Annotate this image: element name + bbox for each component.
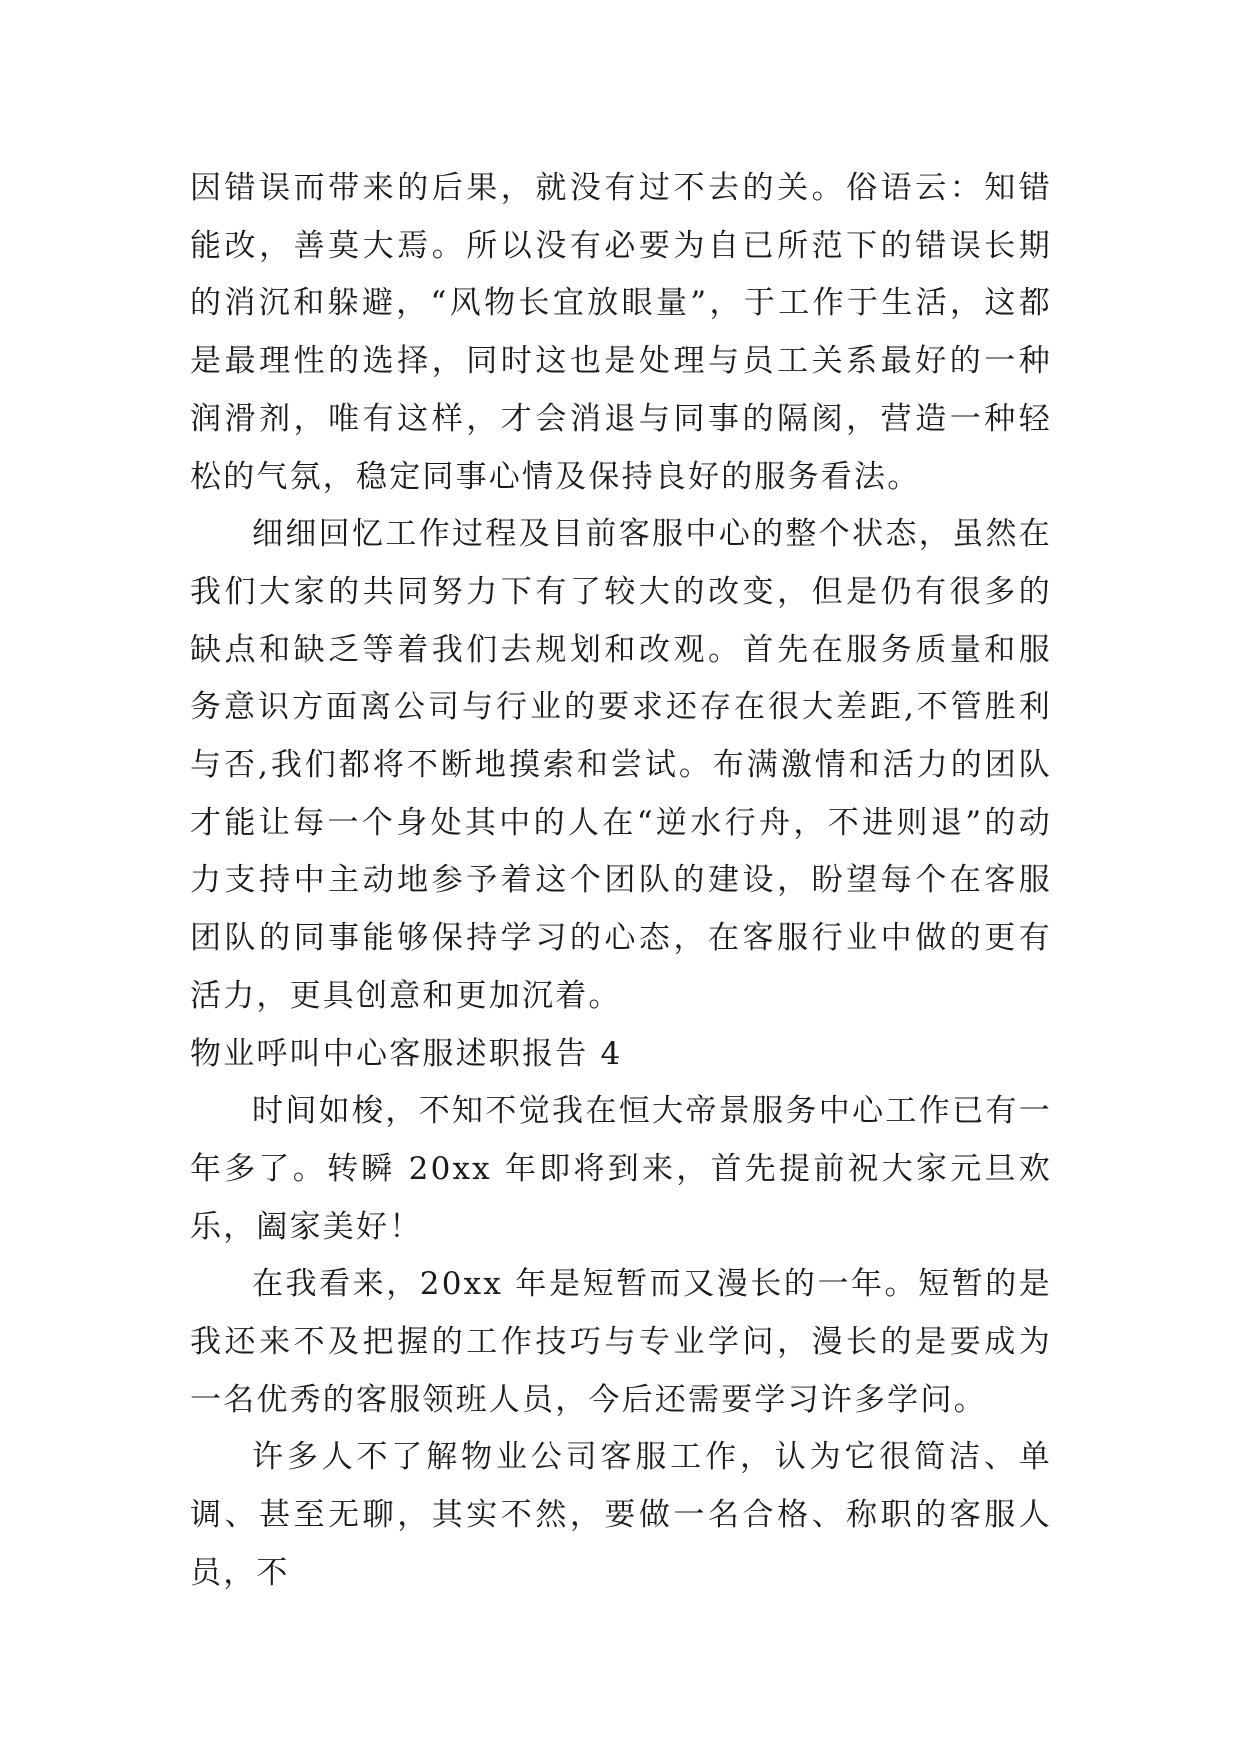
document-body [190, 160, 1052, 1603]
section-heading: 物业呼叫中心客服述职报告 4 [190, 1035, 623, 1072]
paragraph-continued: 因错误而带来的后果，就没有过不去的关。俗语云：知错能改，善莫大焉。所以没有必要为自已所范下的错误长期的消沉和躲避，“风物长宜放眼量”，于工作于生活，这都是最理性的选择，同时这也是处理与员工关系最好的一种润滑剂，唯有这样，才会消退与同事的隔阂，营造一种轻松的气氛，稳定同事心情及保持良好的服务看法。 [190, 170, 1052, 495]
paragraph-reflection: 细细回忆工作过程及目前客服中心的整个状态，虽然在我们大家的共同努力下有了较大的改变，但是仍有很多的缺点和缺乏等着我们去规划和改观。首先在服务质量和服务意识方面离公司与行业的要求还存在很大差距,不管胜利与否,我们都将不断地摸索和尝试。布满激情和活力的团队才能让每一个身处其中的人在“逆水行舟，不进则退”的动力支持中主动地参予着这个团队的建设，盼望每个在客服团队的同事能够保持学习的心态，在客服行业中做的更有活力，更具创意和更加沉着。 [190, 516, 1052, 1014]
paragraph-intro: 时间如梭，不知不觉我在恒大帝景服务中心工作已有一年多了。转瞬 20xx 年即将到来，首先提前祝大家元旦欢乐，阖家美好！ [190, 1093, 1052, 1245]
paragraph-view: 在我看来，20xx 年是短暂而又漫长的一年。短暂的是我还来不及把握的工作技巧与专业学问，漫长的是要成为一名优秀的客服领班人员，今后还需要学习许多学问。 [190, 1266, 1052, 1418]
paragraph-misunderstanding: 许多人不了解物业公司客服工作，认为它很简洁、单调、甚至无聊，其实不然，要做一名合格、称职的客服人员，不 [190, 1439, 1052, 1591]
